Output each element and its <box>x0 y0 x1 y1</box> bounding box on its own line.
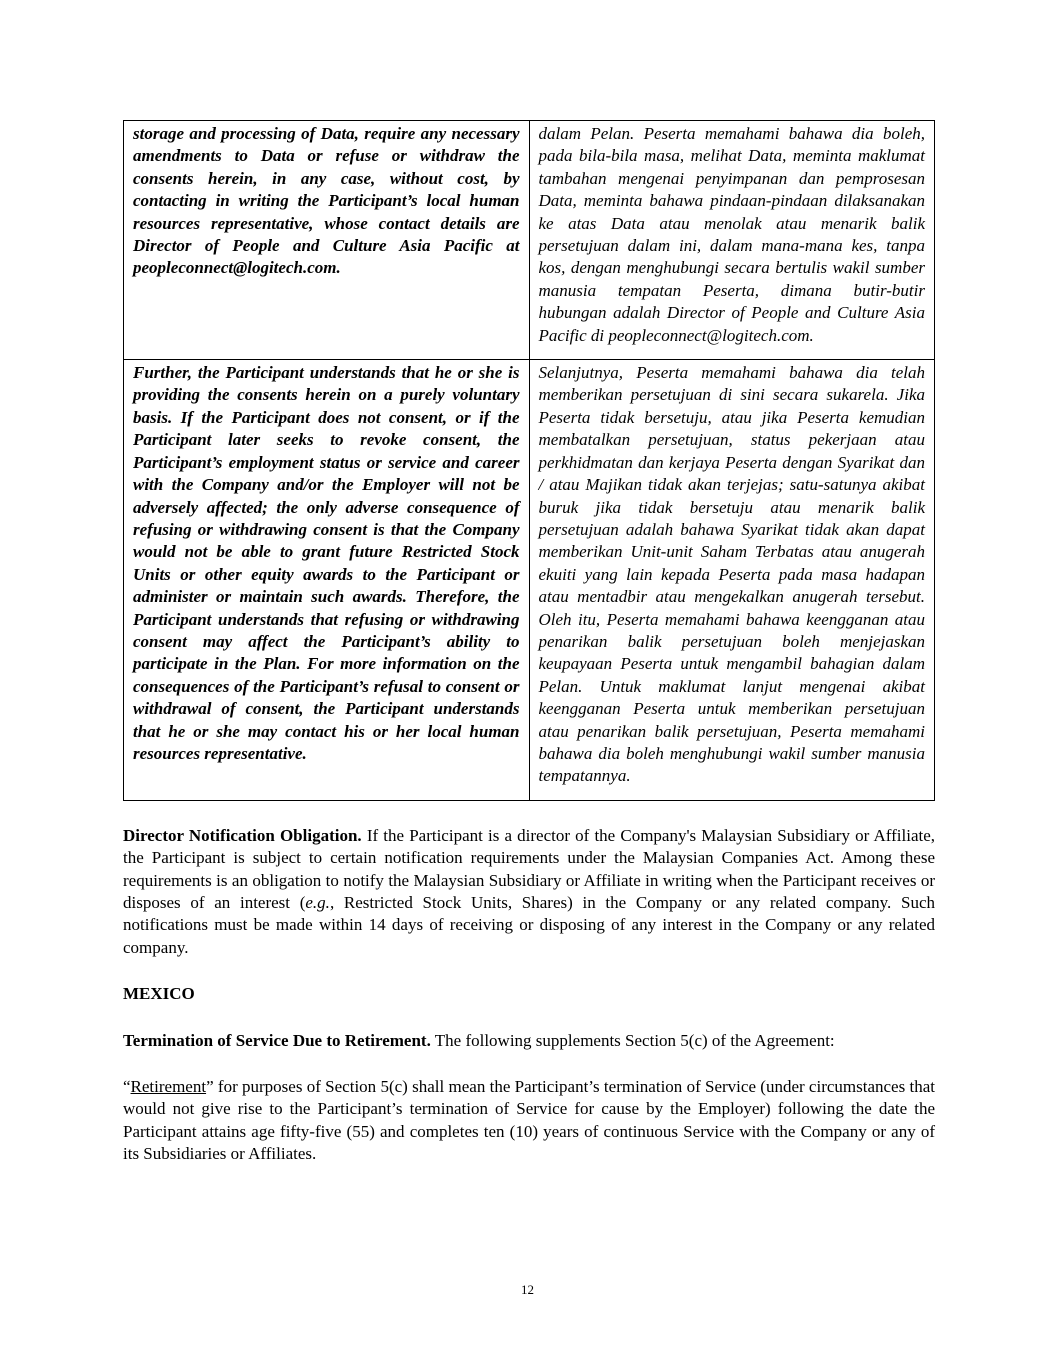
consent-translation-table <box>123 120 935 801</box>
consent-paragraph-english: Further, the Participant understands that he or she is providing the consents herein on a purely voluntary basis. If the Participant does not consent, or if the Participant later seeks to revoke consent, the Participant’s employment status or service and career with the Company and/or the Employer will not be adversely affected; the only adverse consequence of refusing or withdrawing consent is that the Company would not be able to grant future Restricted Stock Units or other equity awards to the Participant or administer or maintain such awards. Therefore, the Participant understands that refusing or withdrawing consent may affect the Participant’s ability to participate in the Plan. For more information on the consequences of the Participant’s refusal to consent or withdrawal of consent, the Participant understands that he or she may contact his or her local human resources representative. <box>124 360 530 801</box>
document-content <box>123 120 935 1166</box>
paragraph-text: ” for purposes of Section 5(c) shall mean the Participant’s termination of Service (under circumstances that would not give rise to the Participant’s termination of Service for cause by the Employer) following the date the Participant attains age fifty-five (55) and completes ten (10) years of continuous Service with the Company or any of its Subsidiaries or Affiliates. <box>123 1077 935 1164</box>
table-row <box>124 121 935 360</box>
open-quote: “ <box>123 1077 131 1097</box>
retirement-definition-paragraph <box>123 1076 935 1166</box>
retirement-term-underlined: Retirement <box>130 1077 207 1097</box>
consent-paragraph-malay: dalam Pelan. Peserta memahami bahawa dia boleh, pada bila-bila masa, melihat Data, meminta maklumat tambahan mengenai penyimpanan dan pemprosesan Data, meminta bahawa pindaan-pindaan dilaksanakan ke atas Data atau menolak atau menarik balik persetujuan dalam ini, dalam mana-mana kes, tanpa kos, dengan menghubungi secara bertulis wakil sumber manusia tempatan Peserta, dimana butir-butir hubungan adalah Director of People and Culture Asia Pacific di peopleconnect@logitech.com. <box>529 121 935 360</box>
country-heading-mexico: MEXICO <box>123 984 195 1004</box>
eg-abbreviation-italic: e.g. <box>305 893 330 912</box>
consent-paragraph-english: storage and processing of Data, require any necessary amendments to Data or refuse or withdraw the consents herein, in any case, without cost, by contacting in writing the Participant’s local human resources representative, whose contact details are Director of People and Culture Asia Pacific at peopleconnect@logitech.com. <box>124 121 530 360</box>
table-row <box>124 360 935 801</box>
page-number: 12 <box>521 1282 534 1297</box>
director-notification-paragraph <box>123 825 935 959</box>
termination-retirement-paragraph <box>123 1030 935 1052</box>
paragraph-lead-termination-retirement: Termination of Service Due to Retirement. <box>123 1030 431 1050</box>
paragraph-text: The following supplements Section 5(c) of the Agreement: <box>430 1030 835 1050</box>
consent-paragraph-malay: Selanjutnya, Peserta memahami bahawa dia telah memberikan persetujuan di sini secara sukarela. Jika Peserta tidak bersetuju, atau jika Peserta kemudian membatalkan persetujuan, status pekerjaan atau perkhidmatan dan kerjaya Peserta dengan Syarikat dan / atau Majikan tidak akan terjejas; satu-satunya akibat buruk jika tidak bersetuju atau menarik balik persetujuan adalah bahawa Syarikat tidak akan dapat memberikan Unit-unit Saham Terbatas atau anugerah ekuiti yang lain kepada Peserta pada masa hadapan atau mentadbir atau mengekalkan anugerah tersebut. Oleh itu, Peserta memahami bahawa keengganan atau penarikan balik persetujuan boleh menjejaskan keupayaan Peserta untuk mengambil bahagian dalam Pelan. Untuk maklumat lanjut mengenai akibat keengganan Peserta untuk memberikan persetujuan atau penarikan balik persetujuan, Peserta memahami bahawa dia boleh menghubungi wakil sumber manusia tempatannya. <box>529 360 935 801</box>
paragraph-lead-director-notification: Director Notification Obligation. <box>123 825 362 845</box>
paragraph-text: If the Participant is a director of the Company's Malaysian Subsidiary or Affiliate, the Participant is subject to certain notification requirements under the Malaysian Companies Act. Among these requirements is an obligation to notify the Malaysian Subsidiary or Affiliate in writing when the Participant receives or disposes of an interest ( <box>123 825 936 912</box>
paragraph-text: , Restricted Stock Units, Shares) in the Company or any related company. Such notifications must be made within 14 days of receiving or disposing of any interest in the Company or any related company. <box>123 893 935 957</box>
